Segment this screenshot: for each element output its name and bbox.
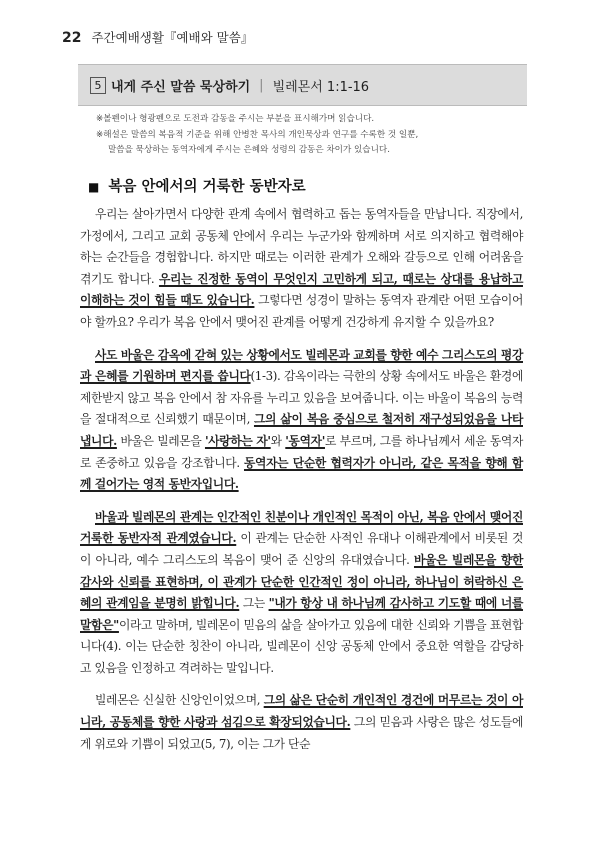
note-line: ※볼펜이나 형광펜으로 도전과 감동을 주시는 부분을 표시해가며 읽습니다. <box>96 114 375 124</box>
heading-text: 복음 안에서의 거룩한 동반자로 <box>108 179 306 195</box>
text-run: 와 <box>270 433 286 448</box>
underlined-emphasis: 사도 바울은 감옥에 갇혀 있는 상황에서도 빌레몬과 교회를 향한 예수 그리스도의 평강과 은혜를 기원하며 편지를 씁니다 <box>80 347 523 384</box>
scripture-passage: 빌레몬서 1:1-16 <box>272 79 370 95</box>
note-line: 말씀을 묵상하는 동역자에게 주시는 은혜와 성령의 감동은 차이가 있습니다. <box>108 145 390 155</box>
underlined-emphasis: 바울과 빌레몬의 관계는 인간적인 친분이나 개인적인 목적이 아닌, 복음 안에서 맺어진 거룩한 동반자적 관계였습니다. <box>80 509 523 546</box>
section-title: 내게 주신 말씀 묵상하기 <box>111 79 251 95</box>
text-run: 우리는 살아가면서 다양한 관계 속에서 협력하고 돕는 동역자들을 만납니다. 직장에서, 가정에서, 그리고 교회 공동체 안에서 우리는 누군가와 함께하며 서로 의지하고 협력해야 하는 순간들을 경험합니다. 하지만 때로는 이러한 관계가 오해와 갈등으로 인해 어려움을 겪기도 합니다. <box>80 207 523 286</box>
text-run: 그렇다면 성경이 말하는 동역자 관계란 어떤 모습이어야 할까요? 우리가 복음 안에서 맺어진 관계를 어떻게 건강하게 유지할 수 있을까요? <box>80 293 523 329</box>
reading-notes <box>96 112 516 159</box>
section-heading <box>88 175 306 196</box>
section-banner <box>78 64 527 106</box>
underlined-emphasis: '동역자' <box>285 433 325 448</box>
paragraph <box>80 204 523 334</box>
text-run: 로 부르며, 그를 하나님께서 세운 동역자로 존중하고 있음을 강조합니다. <box>80 433 523 470</box>
body-text <box>80 204 523 766</box>
paragraph <box>80 690 523 755</box>
paragraph <box>80 345 523 496</box>
text-run: 바울은 빌레몬을 <box>116 433 205 448</box>
text-run: (1-3). 감옥이라는 극한의 상황 속에서도 바울은 환경에 제한받지 않고 복음 안에서 참 자유를 누리고 있음을 보여줍니다. 이는 바울이 복음의 능력을 절대적으로 신뢰했기 때문이며, <box>80 369 524 427</box>
underlined-emphasis: 그의 삶이 복음 중심으로 철저히 재구성되었음을 나타냅니다. <box>80 412 523 448</box>
running-header <box>62 28 253 46</box>
underlined-emphasis: 동역자는 단순한 협력자가 아니라, 같은 목적을 향해 함께 걸어가는 영적 동반자입니다. <box>80 455 523 492</box>
text-run: 그의 믿음과 사랑은 많은 성도들에게 위로와 기쁨이 되었고(5, 7), 이는 그가 단순 <box>80 715 523 751</box>
underlined-emphasis: 우리는 진정한 동역이 무엇인지 고민하게 되고, 때로는 상대를 용납하고 이해하는 것이 힘들 때도 있습니다. <box>80 271 523 308</box>
section-number: 5 <box>90 77 106 94</box>
underlined-emphasis: "내가 항상 내 하나님께 감사하고 기도할 때에 너를 말함은" <box>80 596 524 632</box>
text-run: 이라고 말하며, 빌레몬이 믿음의 삶을 살아가고 있음에 대한 신뢰와 기쁨을 표현합니다(4). 이는 단순한 칭찬이 아니라, 빌레몬이 신앙 공동체 안에서 중요한 역할을 감당하고 있음을 인정하고 격려하는 말입니다. <box>80 617 523 675</box>
running-title: 주간예배생활『예배와 말씀』 <box>91 30 254 45</box>
paragraph <box>80 507 523 680</box>
text-run: 이 관계는 단순한 사적인 유대나 이해관계에서 비롯된 것이 아니라, 예수 그리스도의 복음이 맺어 준 신앙의 유대였습니다. <box>80 531 523 567</box>
text-run: 그는 <box>239 596 269 611</box>
underlined-emphasis: '사랑하는 자' <box>204 433 271 448</box>
underlined-emphasis: 그의 삶은 단순히 개인적인 경건에 머무르는 것이 아니라, 공동체를 향한 사랑과 섬김으로 확장되었습니다. <box>80 693 523 730</box>
square-bullet-icon: ■ <box>88 180 100 194</box>
banner-divider: | <box>259 77 264 93</box>
note-line: ※해설은 말씀의 복음적 기준을 위해 안병찬 목사의 개인묵상과 연구를 수록한 것 일뿐, <box>96 129 419 140</box>
underlined-emphasis: 바울은 빌레몬을 향한 감사와 신뢰를 표현하며, 이 관계가 단순한 인간적인 정이 아니라, 하나님이 허락하신 은혜의 관계임을 분명히 밝힙니다. <box>80 552 523 611</box>
page-number: 22 <box>62 30 82 46</box>
text-run: 빌레몬은 신실한 신앙인이었으며, <box>95 693 264 708</box>
